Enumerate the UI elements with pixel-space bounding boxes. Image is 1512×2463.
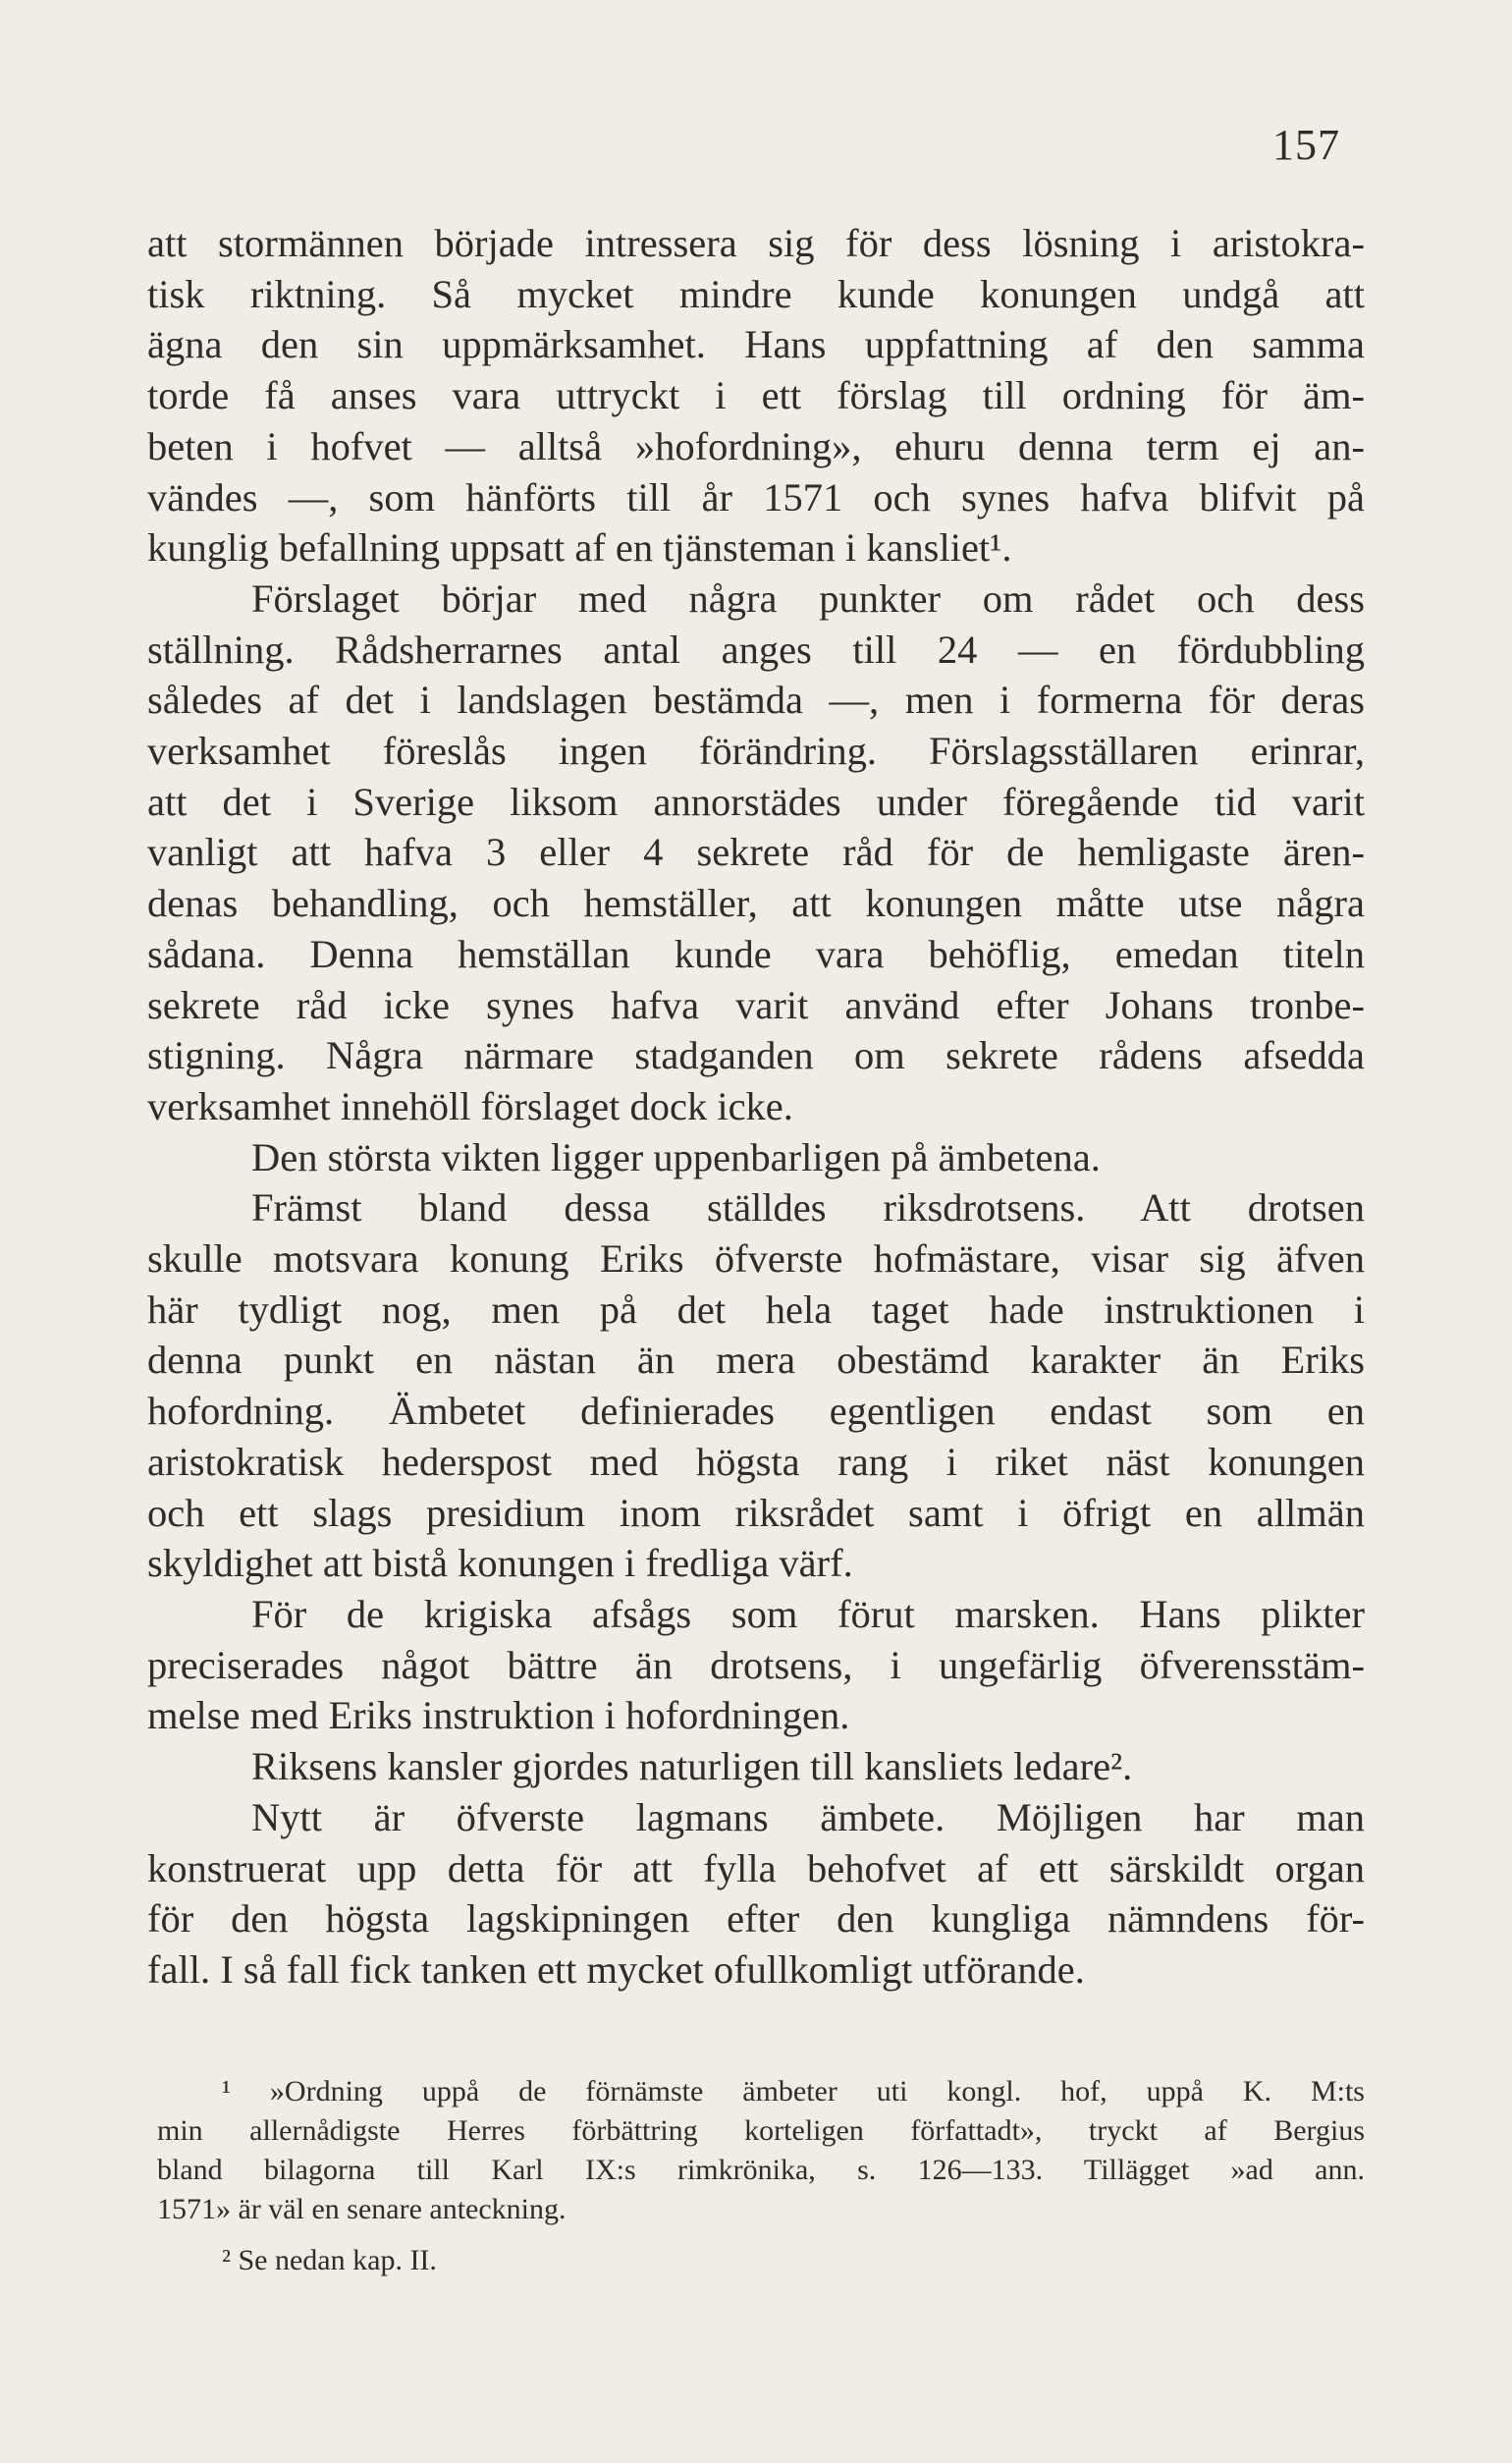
body-text <box>147 218 1365 1996</box>
text-line: skyldighet att bistå konungen i fredliga värf. <box>147 1541 853 1586</box>
footnote-line: bland bilagorna till Karl IX:s rimkrönika, s. 126—133. Tillägget »ad ann. <box>157 2154 1365 2186</box>
footnote-line: ¹ »Ordning uppå de förnämste ämbeter uti kongl. hof, uppå K. M:ts <box>222 2075 1365 2107</box>
footnote-line: 1571» är väl en senare anteckning. <box>157 2193 567 2225</box>
text-line: aristokratisk hederspost med högsta rang i riket näst konungen <box>147 1439 1365 1484</box>
footnotes <box>157 2072 1365 2280</box>
text-line: således af det i landslagen bestämda —, men i formerna för deras <box>147 678 1365 723</box>
footnote-2 <box>157 2241 1365 2280</box>
text-line: ägna den sin uppmärksamhet. Hans uppfattning af den samma <box>147 322 1365 367</box>
text-line: Främst bland dessa ställdes riksdrotsens. Att drotsen <box>251 1185 1365 1231</box>
text-line: tisk riktning. Så mycket mindre kunde konungen undgå att <box>147 271 1365 316</box>
text-line: vanligt att hafva 3 eller 4 sekrete råd för de hemligaste ären- <box>147 830 1365 875</box>
text-line: melse med Eriks instruktion i hofordningen. <box>147 1693 850 1738</box>
text-line: stigning. Några närmare stadganden om sekrete rådens afsedda <box>147 1033 1365 1078</box>
text-line: verksamhet föreslås ingen förändring. Förslagsställaren erinrar, <box>147 729 1365 774</box>
text-line: Förslaget börjar med några punkter om rådet och dess <box>251 575 1365 621</box>
text-line: konstruerat upp detta för att fylla behofvet af ett särskildt organ <box>147 1845 1365 1890</box>
text-line: för den högsta lagskipningen efter den kungliga nämndens för- <box>147 1896 1365 1942</box>
text-line: Riksens kansler gjordes naturligen till kansliets ledare². <box>251 1744 1133 1789</box>
text-line: fall. I så fall fick tanken ett mycket ofullkomligt utförande. <box>147 1946 1085 1992</box>
text-line: att det i Sverige liksom annorstädes under föregående tid varit <box>147 779 1365 824</box>
text-line: beten i hofvet — alltså »hofordning», ehuru denna term ej an- <box>147 423 1365 468</box>
text-line: denas behandling, och hemställer, att konungen måtte utse några <box>147 881 1365 926</box>
footnote-line: ² Se nedan kap. II. <box>222 2244 437 2276</box>
text-line: kunglig befallning uppsatt af en tjänsteman i kansliet¹. <box>147 525 1012 571</box>
text-line: torde få anses vara uttryckt i ett förslag till ordning för äm- <box>147 373 1365 418</box>
text-line: skulle motsvara konung Eriks öfverste hofmästare, visar sig äfven <box>147 1236 1365 1282</box>
text-line: Nytt är öfverste lagmans ämbete. Möjligen har man <box>251 1794 1365 1839</box>
text-line: hofordning. Ämbetet definierades egentligen endast som en <box>147 1389 1365 1434</box>
text-line: och ett slags presidium inom riksrådet samt i öfrigt en allmän <box>147 1490 1365 1535</box>
text-line: sådana. Denna hemställan kunde vara behöflig, emedan titeln <box>147 931 1365 976</box>
page-number: 157 <box>1272 121 1340 169</box>
text-line: preciserades något bättre än drotsens, i ungefärlig öfverensstäm- <box>147 1642 1365 1687</box>
footnote-1 <box>157 2072 1365 2229</box>
text-line: sekrete råd icke synes hafva varit använd efter Johans tronbe- <box>147 982 1365 1027</box>
text-line: ställning. Rådsherrarnes antal anges till 24 — en fördubbling <box>147 627 1365 672</box>
text-line: här tydligt nog, men på det hela taget hade instruktionen i <box>147 1286 1365 1332</box>
text-line: vändes —, som hänförts till år 1571 och synes hafva blifvit på <box>147 474 1365 520</box>
text-line: Den största vikten ligger uppenbarligen på ämbetena. <box>251 1134 1101 1179</box>
text-line: För de krigiska afsågs som förut marsken. Hans plikter <box>251 1591 1365 1636</box>
text-line: verksamhet innehöll förslaget dock icke. <box>147 1083 793 1128</box>
text-line: att stormännen började intressera sig för dess lösning i aristokra- <box>147 221 1365 265</box>
text-line: denna punkt en nästan än mera obestämd karakter än Eriks <box>147 1338 1365 1383</box>
footnote-line: min allernådigste Herres förbättring korteligen författadt», tryckt af Bergius <box>157 2114 1365 2147</box>
